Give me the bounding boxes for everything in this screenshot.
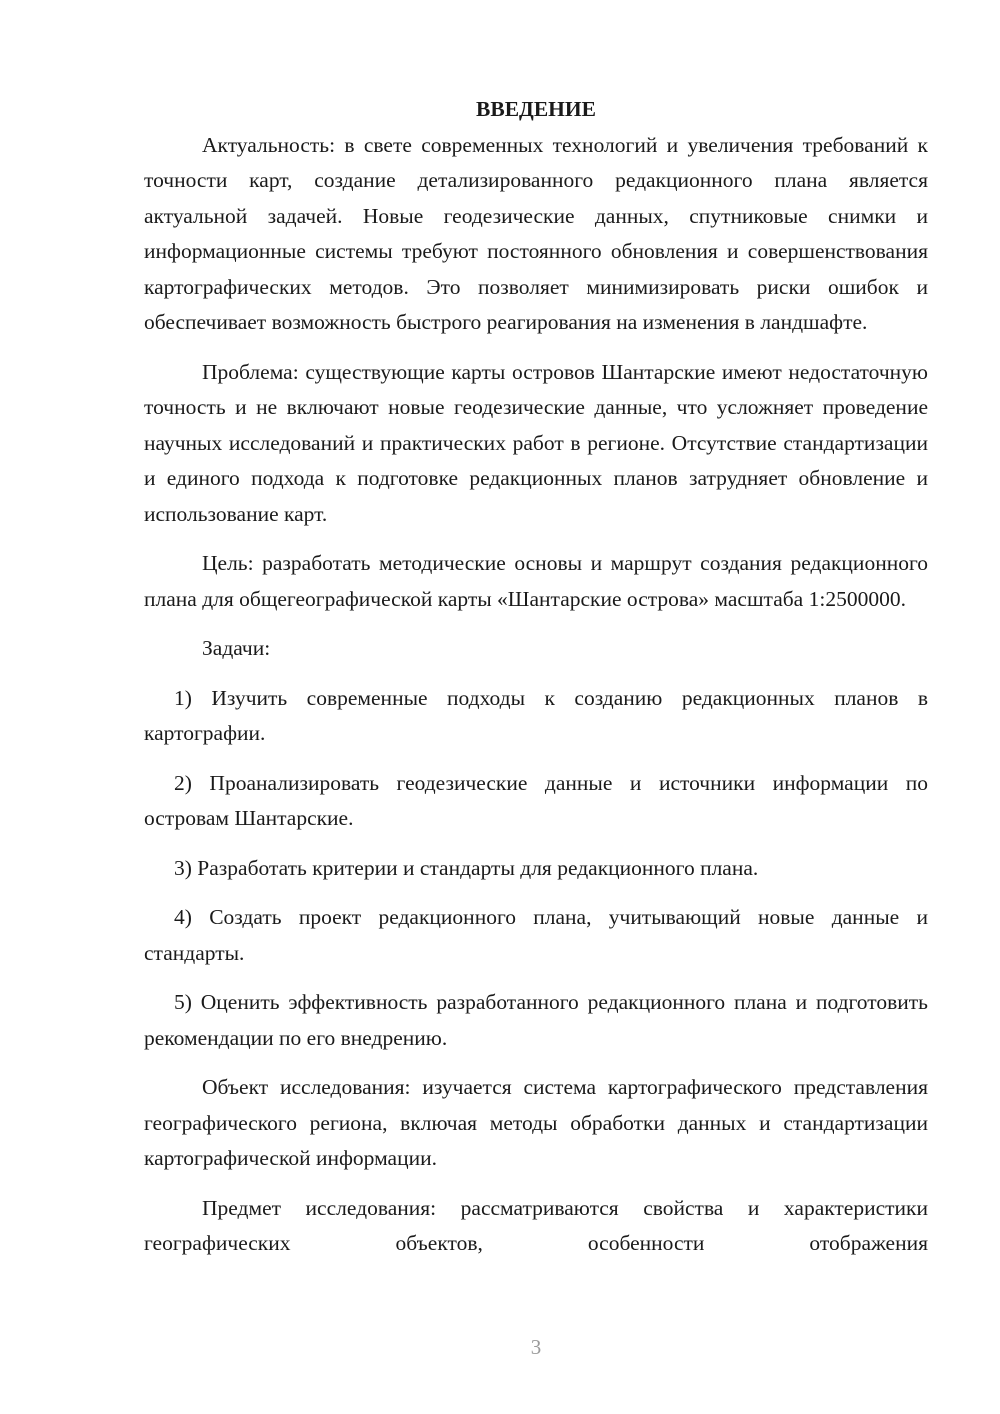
page-number: 3 <box>530 1335 542 1359</box>
task-item-4: 4) Создать проект редакционного плана, учитывающий новые данные и стандарты. <box>144 905 928 965</box>
task-item-2: 2) Проанализировать геодезические данные и источники информации по островам Шантарские. <box>144 770 928 830</box>
goal-paragraph: Цель: разработать методические основы и маршрут создания редакционного плана для общегеографической карты «Шантарские острова» масштаба 1:2500000. <box>144 551 928 611</box>
task-item-3: 3) Разработать критерии и стандарты для редакционного плана. <box>174 855 759 880</box>
document-page <box>144 92 928 1276</box>
task-item-1: 1) Изучить современные подходы к созданию редакционных планов в картографии. <box>144 685 928 745</box>
tasks-list <box>144 681 928 1057</box>
relevance-paragraph: Актуальность: в свете современных технологий и увеличения требований к точности карт, создание детализированного редакционного плана является актуальной задачей. Новые геодезические данных, спутниковые снимки и информационные системы требуют постоянного обновления и совершенствования картографических методов. Это позволяет минимизировать риски ошибок и обеспечивает возможность быстрого реагирования на изменения в ландшафте. <box>144 132 928 334</box>
task-item-5: 5) Оценить эффективность разработанного редакционного плана и подготовить рекомендации по его внедрению. <box>144 990 928 1050</box>
problem-paragraph: Проблема: существующие карты островов Шантарские имеют недостаточную точность и не включают новые геодезические данные, что усложняет проведение научных исследований и практических работ в регионе. Отсутствие стандартизации и единого подхода к подготовке редакционных планов затрудняет обновление и использование карт. <box>144 359 928 526</box>
tasks-heading: Задачи: <box>202 636 271 660</box>
object-paragraph: Объект исследования: изучается система картографического представления географического региона, включая методы обработки данных и стандартизации картографической информации. <box>144 1075 928 1170</box>
section-title: ВВЕДЕНИЕ <box>476 97 596 121</box>
subject-paragraph: Предмет исследования: рассматриваются свойства и характеристики географических объектов, особенности отображения <box>144 1195 928 1255</box>
